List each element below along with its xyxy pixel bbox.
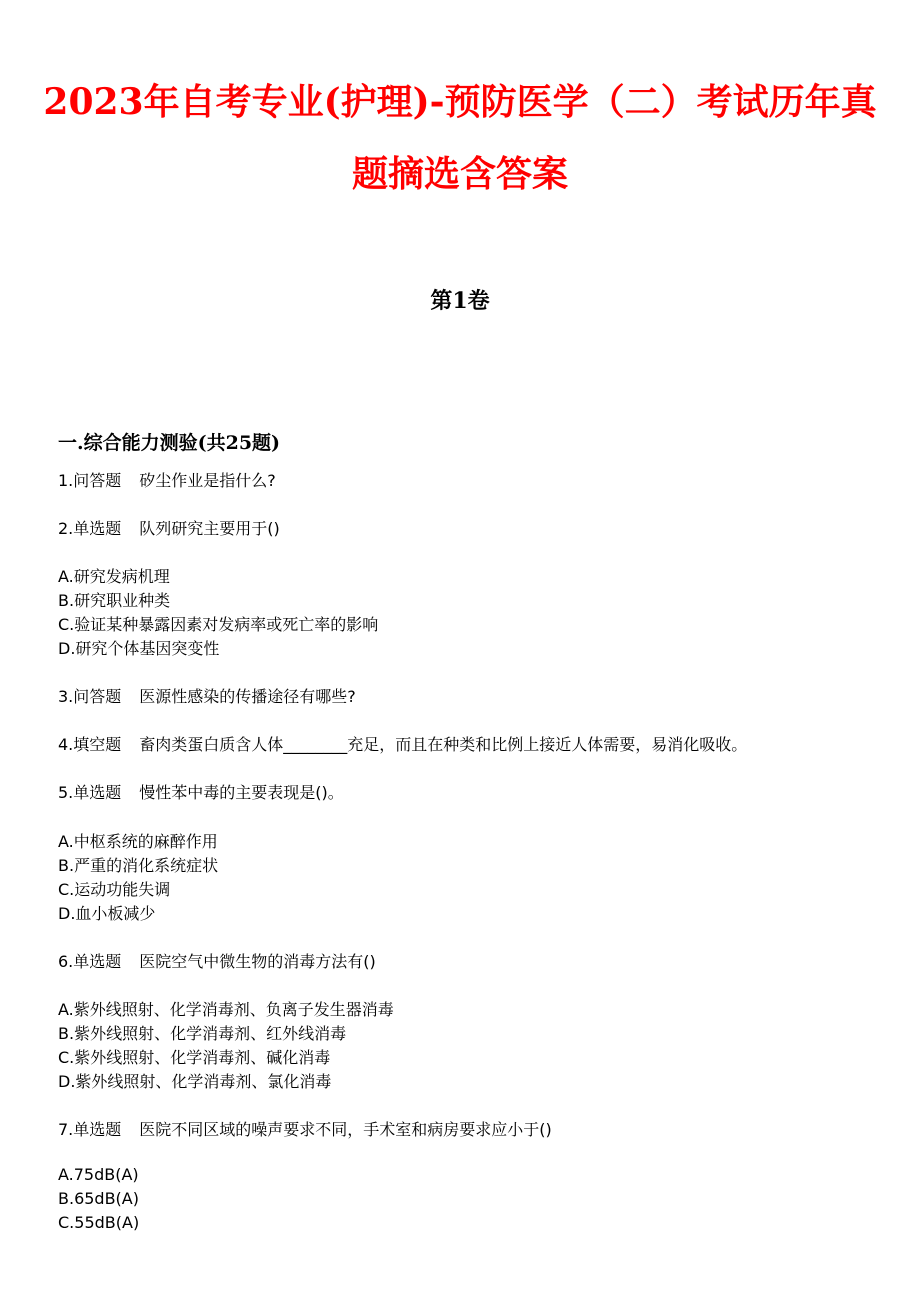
question-text: 畜肉类蛋白质含人体________充足，而且在种类和比例上接近人体需要，易消化吸收。: [139, 735, 748, 754]
question-number: 5.单选题: [58, 783, 122, 802]
question-text: 医源性感染的传播途径有哪些?: [139, 687, 356, 706]
question-number: 2.单选题: [58, 519, 122, 538]
question-4: [58, 732, 747, 755]
document-title-line-2: 题摘选含答案: [351, 153, 568, 195]
question-option: A.研究发病机理: [58, 567, 170, 586]
question-text: 队列研究主要用于(): [139, 519, 280, 538]
question-6: [58, 949, 376, 972]
question-text: 医院空气中微生物的消毒方法有(): [139, 952, 376, 971]
question-2: [58, 516, 280, 539]
question-option: D.血小板减少: [58, 904, 156, 923]
question-5: [58, 780, 344, 803]
question-text: 慢性苯中毒的主要表现是()。: [139, 783, 344, 802]
question-number: 7.单选题: [58, 1120, 122, 1139]
question-option: C.验证某种暴露因素对发病率或死亡率的影响: [58, 615, 379, 634]
question-option: B.65dB(A): [58, 1189, 139, 1208]
question-option: A.紫外线照射、化学消毒剂、负离子发生器消毒: [58, 1000, 394, 1019]
question-option: C.运动功能失调: [58, 880, 171, 899]
question-option: B.研究职业种类: [58, 591, 171, 610]
volume-label: 第1卷: [430, 288, 490, 314]
question-number: 3.问答题: [58, 687, 122, 706]
question-option: A.中枢系统的麻醉作用: [58, 832, 218, 851]
question-text: 矽尘作业是指什么?: [139, 471, 276, 490]
question-text: 医院不同区域的噪声要求不同，手术室和病房要求应小于(): [139, 1120, 552, 1139]
question-number: 4.填空题: [58, 735, 122, 754]
section-heading: 一.综合能力测验(共25题): [58, 432, 281, 454]
question-option: B.严重的消化系统症状: [58, 856, 219, 875]
question-option: C.紫外线照射、化学消毒剂、碱化消毒: [58, 1048, 331, 1067]
question-option: A.75dB(A): [58, 1165, 139, 1184]
question-option: C.55dB(A): [58, 1213, 140, 1232]
question-option: D.紫外线照射、化学消毒剂、氯化消毒: [58, 1072, 332, 1091]
question-1: [58, 468, 276, 491]
question-number: 6.单选题: [58, 952, 122, 971]
document-title-line-1: 2023年自考专业(护理)-预防医学（二）考试历年真: [43, 81, 877, 123]
question-number: 1.问答题: [58, 471, 122, 490]
question-3: [58, 684, 356, 707]
question-option: D.研究个体基因突变性: [58, 639, 220, 658]
question-7: [58, 1117, 552, 1140]
question-option: B.紫外线照射、化学消毒剂、红外线消毒: [58, 1024, 347, 1043]
